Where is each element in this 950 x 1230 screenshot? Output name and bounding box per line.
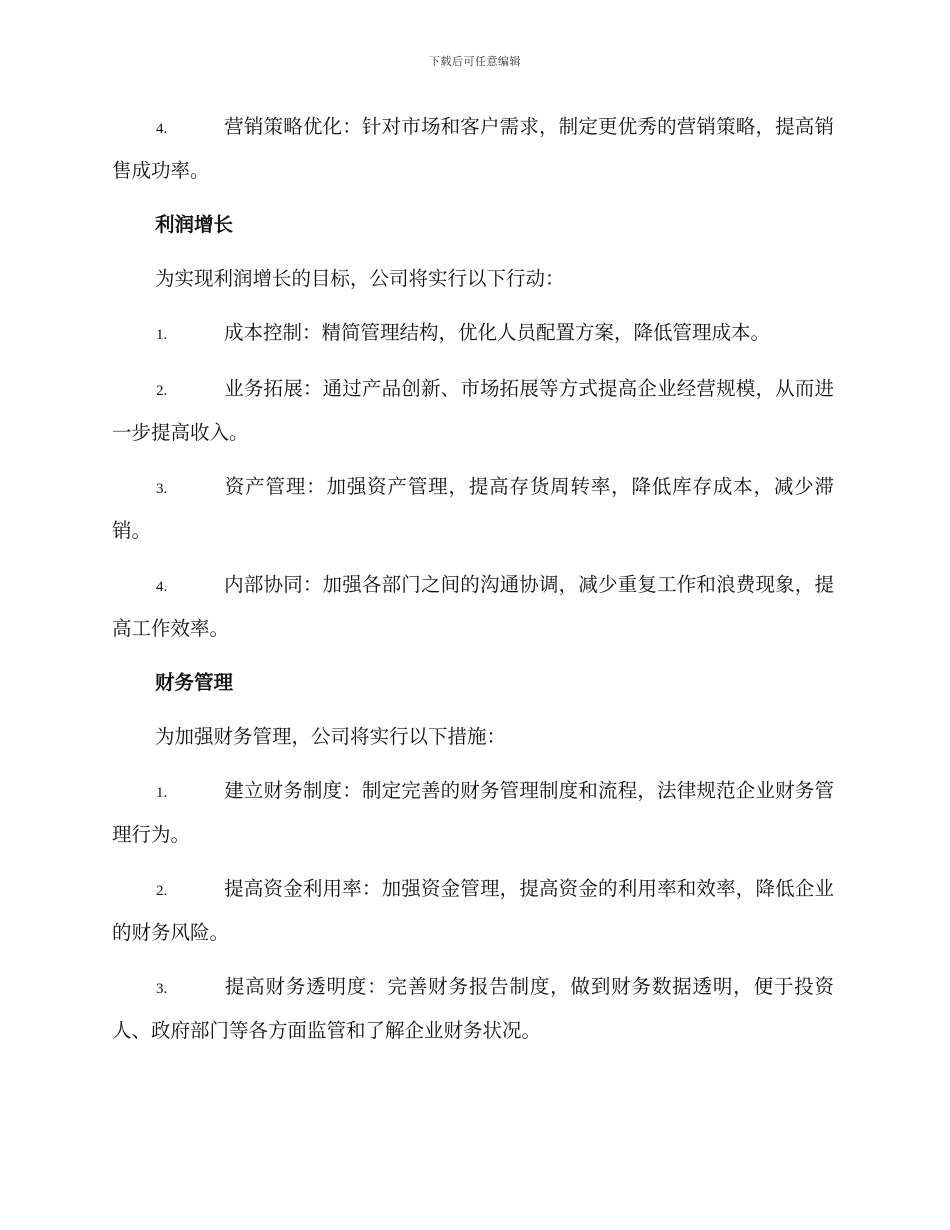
list-item-text: 成本控制：精简管理结构，优化人员配置方案，降低管理成本。 xyxy=(224,321,771,344)
section-heading-profit-growth: 利润增长 xyxy=(155,213,234,236)
list-item-internal-collaboration xyxy=(112,564,834,650)
document-body xyxy=(112,106,834,1064)
list-item-capital-utilization xyxy=(112,868,834,954)
page-header: 下载后可任意编辑 xyxy=(429,55,521,68)
list-item-text: 内部协同：加强各部门之间的沟通协调，减少重复工作和浪费现象，提高工作效率。 xyxy=(112,573,834,640)
list-item-financial-system xyxy=(112,770,834,856)
section-intro-financial-management: 为加强财务管理，公司将实行以下措施： xyxy=(155,725,507,748)
list-item-text: 提高资金利用率：加强资金管理，提高资金的利用率和效率，降低企业的财务风险。 xyxy=(112,877,834,944)
list-item-text: 提高财务透明度：完善财务报告制度，做到财务数据透明，便于投资人、政府部门等各方面监管和了解企业财务状况。 xyxy=(112,975,834,1042)
section-intro-profit-growth: 为实现利润增长的目标，公司将实行以下行动： xyxy=(155,267,565,290)
list-number: 1. xyxy=(156,785,168,801)
list-item-text: 营销策略优化：针对市场和客户需求，制定更优秀的营销策略，提高销售成功率。 xyxy=(112,115,834,182)
list-item-cost-control xyxy=(112,312,834,356)
list-item-text: 建立财务制度：制定完善的财务管理制度和流程，法律规范企业财务管理行为。 xyxy=(112,779,834,846)
list-item-business-expansion xyxy=(112,368,834,454)
list-item-asset-management xyxy=(112,466,834,552)
list-number: 3. xyxy=(156,981,168,997)
list-item-financial-transparency xyxy=(112,966,834,1052)
section-heading-financial-management: 财务管理 xyxy=(155,671,234,694)
list-number: 2. xyxy=(156,883,168,899)
list-number: 4. xyxy=(156,579,168,595)
list-number: 1. xyxy=(156,327,168,343)
list-number: 2. xyxy=(156,383,168,399)
list-item-text: 资产管理：加强资产管理，提高存货周转率，降低库存成本，减少滞销。 xyxy=(112,475,834,542)
list-item-marketing-optimization xyxy=(112,106,834,192)
list-item-text: 业务拓展：通过产品创新、市场拓展等方式提高企业经营规模，从而进一步提高收入。 xyxy=(112,377,834,444)
list-number: 4. xyxy=(156,121,168,137)
list-number: 3. xyxy=(156,481,168,497)
